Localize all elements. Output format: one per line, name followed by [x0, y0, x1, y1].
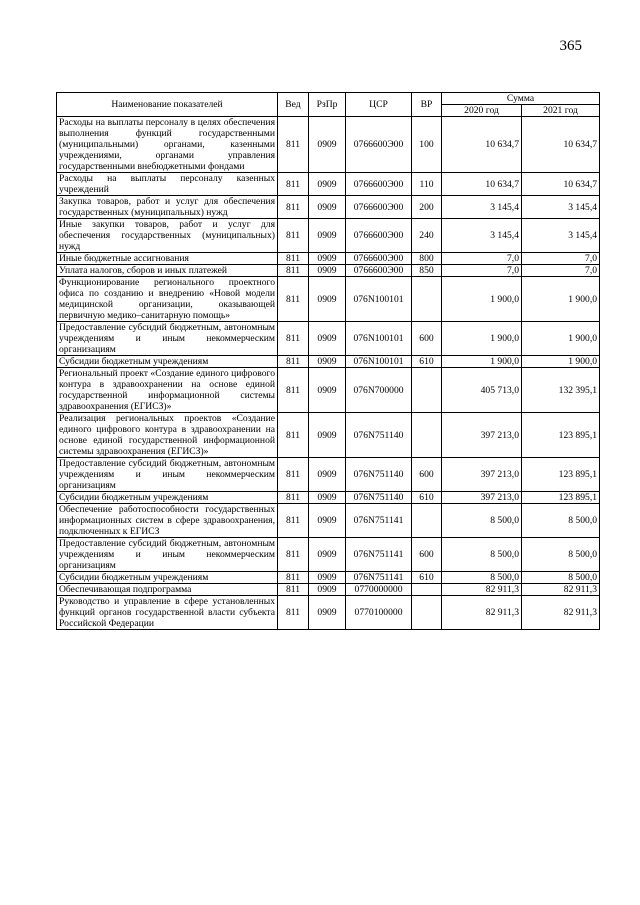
row-name: Предоставление субсидий бюджетным, автономным учреждениям и иным некоммерческим организациям: [57, 458, 278, 492]
table-row: [57, 538, 600, 572]
row-sum-2020: 3 145,4: [442, 196, 522, 219]
row-vr: 600: [412, 322, 442, 356]
row-csr: 076N751140: [346, 413, 412, 458]
row-name: Расходы на выплаты персоналу в целях обеспечения выполнения функций государственными (муниципальными) органами, казенными учреждениями, органами управления государственными внебюджетными фондами: [57, 117, 278, 173]
row-sum-2021: 123 895,1: [522, 458, 600, 492]
row-name: Предоставление субсидий бюджетным, автономным учреждениям и иным некоммерческим организациям: [57, 538, 278, 572]
row-vr: 600: [412, 538, 442, 572]
row-csr: 076N100101: [346, 277, 412, 322]
table-row: [57, 117, 600, 173]
row-sum-2021: 10 634,7: [522, 117, 600, 173]
row-rzpr: 0909: [309, 368, 346, 413]
header-rzpr: РзПр: [309, 93, 346, 117]
row-sum-2021: 3 145,4: [522, 219, 600, 253]
row-vr: [412, 413, 442, 458]
row-rzpr: 0909: [309, 596, 346, 630]
row-name: Закупка товаров, работ и услуг для обеспечения государственных (муниципальных) нужд: [57, 196, 278, 219]
row-name: Руководство и управление в сфере установленных функций органов государственной власти субъекта Российской Федерации: [57, 596, 278, 630]
row-name: Иные закупки товаров, работ и услуг для обеспечения государственных (муниципальных) нужд: [57, 219, 278, 253]
row-name: Функционирование регионального проектного офиса по созданию и внедрению «Новой модели медицинской организации, оказывающей первичную медико–санитарную помощь»: [57, 277, 278, 322]
row-sum-2020: 1 900,0: [442, 356, 522, 368]
row-ved: 811: [278, 368, 309, 413]
row-rzpr: 0909: [309, 413, 346, 458]
row-name: Региональный проект «Создание единого цифрового контура в здравоохранении на основе единой государственной информационной системы здравоохранения (ЕГИСЗ)»: [57, 368, 278, 413]
row-csr: 076N700000: [346, 368, 412, 413]
table-row: [57, 322, 600, 356]
row-vr: 100: [412, 117, 442, 173]
table-row: [57, 173, 600, 196]
row-sum-2020: 397 213,0: [442, 413, 522, 458]
row-name: Субсидии бюджетным учреждениям: [57, 356, 278, 368]
header-year-2021: 2021 год: [522, 105, 600, 117]
row-rzpr: 0909: [309, 572, 346, 584]
row-sum-2020: 3 145,4: [442, 219, 522, 253]
row-sum-2021: 132 395,1: [522, 368, 600, 413]
table-row: [57, 413, 600, 458]
row-rzpr: 0909: [309, 504, 346, 538]
row-ved: 811: [278, 584, 309, 596]
row-vr: 610: [412, 356, 442, 368]
row-vr: 600: [412, 458, 442, 492]
row-rzpr: 0909: [309, 458, 346, 492]
row-ved: 811: [278, 538, 309, 572]
row-sum-2021: 1 900,0: [522, 322, 600, 356]
budget-table: [56, 92, 600, 630]
table-row: [57, 596, 600, 630]
table-row: [57, 196, 600, 219]
row-name: Предоставление субсидий бюджетным, автономным учреждениям и иным некоммерческим организациям: [57, 322, 278, 356]
row-ved: 811: [278, 458, 309, 492]
row-name: Реализация региональных проектов «Создание единого цифрового контура в здравоохранении на основе единой государственной информационной системы здравоохранения (ЕГИСЗ)»: [57, 413, 278, 458]
row-ved: 811: [278, 265, 309, 277]
row-vr: 240: [412, 219, 442, 253]
row-ved: 811: [278, 253, 309, 265]
row-sum-2021: 10 634,7: [522, 173, 600, 196]
table-row: [57, 356, 600, 368]
row-ved: 811: [278, 173, 309, 196]
row-sum-2020: 1 900,0: [442, 277, 522, 322]
row-sum-2020: 8 500,0: [442, 538, 522, 572]
row-sum-2020: 8 500,0: [442, 504, 522, 538]
row-sum-2021: 123 895,1: [522, 413, 600, 458]
row-ved: 811: [278, 322, 309, 356]
page-number: 365: [559, 38, 582, 54]
table-row: [57, 492, 600, 504]
row-sum-2021: 7,0: [522, 253, 600, 265]
table-row: [57, 253, 600, 265]
table-row: [57, 265, 600, 277]
table-row: [57, 368, 600, 413]
row-rzpr: 0909: [309, 277, 346, 322]
row-sum-2020: 7,0: [442, 265, 522, 277]
row-sum-2020: 10 634,7: [442, 173, 522, 196]
row-rzpr: 0909: [309, 117, 346, 173]
table-row: [57, 277, 600, 322]
row-sum-2021: 8 500,0: [522, 504, 600, 538]
row-sum-2020: 397 213,0: [442, 458, 522, 492]
row-ved: 811: [278, 596, 309, 630]
row-sum-2021: 82 911,3: [522, 596, 600, 630]
row-csr: 076N751141: [346, 572, 412, 584]
row-vr: 610: [412, 572, 442, 584]
row-csr: 0766600Э00: [346, 173, 412, 196]
row-csr: 0770000000: [346, 584, 412, 596]
row-name: Субсидии бюджетным учреждениям: [57, 572, 278, 584]
row-csr: 0766600Э00: [346, 117, 412, 173]
row-ved: 811: [278, 277, 309, 322]
row-ved: 811: [278, 492, 309, 504]
row-vr: 850: [412, 265, 442, 277]
row-name: Расходы на выплаты персоналу казенных учреждений: [57, 173, 278, 196]
row-sum-2021: 123 895,1: [522, 492, 600, 504]
row-csr: 0766600Э00: [346, 253, 412, 265]
row-sum-2021: 3 145,4: [522, 196, 600, 219]
row-rzpr: 0909: [309, 492, 346, 504]
row-sum-2020: 82 911,3: [442, 584, 522, 596]
row-sum-2021: 82 911,3: [522, 584, 600, 596]
row-sum-2020: 7,0: [442, 253, 522, 265]
row-sum-2021: 1 900,0: [522, 356, 600, 368]
row-vr: [412, 368, 442, 413]
row-vr: 800: [412, 253, 442, 265]
row-csr: 076N751141: [346, 538, 412, 572]
row-sum-2020: 1 900,0: [442, 322, 522, 356]
row-ved: 811: [278, 504, 309, 538]
row-name: Субсидии бюджетным учреждениям: [57, 492, 278, 504]
row-csr: 076N100101: [346, 322, 412, 356]
row-rzpr: 0909: [309, 253, 346, 265]
row-csr: 076N751140: [346, 492, 412, 504]
row-sum-2020: 82 911,3: [442, 596, 522, 630]
row-ved: 811: [278, 196, 309, 219]
row-csr: 076N751141: [346, 504, 412, 538]
row-ved: 811: [278, 117, 309, 173]
row-csr: 0766600Э00: [346, 265, 412, 277]
row-csr: 076N751140: [346, 458, 412, 492]
row-csr: 076N100101: [346, 356, 412, 368]
row-csr: 0770100000: [346, 596, 412, 630]
table-body: [57, 117, 600, 630]
table-row: [57, 572, 600, 584]
row-rzpr: 0909: [309, 538, 346, 572]
row-csr: 0766600Э00: [346, 219, 412, 253]
row-name: Уплата налогов, сборов и иных платежей: [57, 265, 278, 277]
row-ved: 811: [278, 572, 309, 584]
row-sum-2020: 8 500,0: [442, 572, 522, 584]
row-vr: [412, 584, 442, 596]
row-rzpr: 0909: [309, 584, 346, 596]
row-sum-2021: 7,0: [522, 265, 600, 277]
table-row: [57, 458, 600, 492]
row-rzpr: 0909: [309, 265, 346, 277]
row-vr: [412, 596, 442, 630]
table-row: [57, 219, 600, 253]
row-sum-2021: 1 900,0: [522, 277, 600, 322]
header-name: Наименование показателей: [57, 93, 278, 117]
row-vr: [412, 504, 442, 538]
header-vr: ВР: [412, 93, 442, 117]
row-name: Обеспечение работоспособности государственных информационных систем в сфере здравоохранения, подключенных к ЕГИСЗ: [57, 504, 278, 538]
row-name: Обеспечивающая подпрограмма: [57, 584, 278, 596]
row-sum-2021: 8 500,0: [522, 572, 600, 584]
header-csr: ЦСР: [346, 93, 412, 117]
row-vr: 200: [412, 196, 442, 219]
row-csr: 0766600Э00: [346, 196, 412, 219]
row-rzpr: 0909: [309, 196, 346, 219]
header-ved: Вед: [278, 93, 309, 117]
row-vr: [412, 277, 442, 322]
row-sum-2020: 397 213,0: [442, 492, 522, 504]
row-sum-2021: 8 500,0: [522, 538, 600, 572]
row-rzpr: 0909: [309, 356, 346, 368]
header-sum: Сумма: [442, 93, 600, 105]
row-ved: 811: [278, 413, 309, 458]
row-sum-2020: 10 634,7: [442, 117, 522, 173]
row-name: Иные бюджетные ассигнования: [57, 253, 278, 265]
row-vr: 110: [412, 173, 442, 196]
row-sum-2020: 405 713,0: [442, 368, 522, 413]
header-year-2020: 2020 год: [442, 105, 522, 117]
row-vr: 610: [412, 492, 442, 504]
table-row: [57, 584, 600, 596]
row-ved: 811: [278, 219, 309, 253]
row-rzpr: 0909: [309, 219, 346, 253]
row-rzpr: 0909: [309, 173, 346, 196]
table-row: [57, 504, 600, 538]
row-rzpr: 0909: [309, 322, 346, 356]
row-ved: 811: [278, 356, 309, 368]
